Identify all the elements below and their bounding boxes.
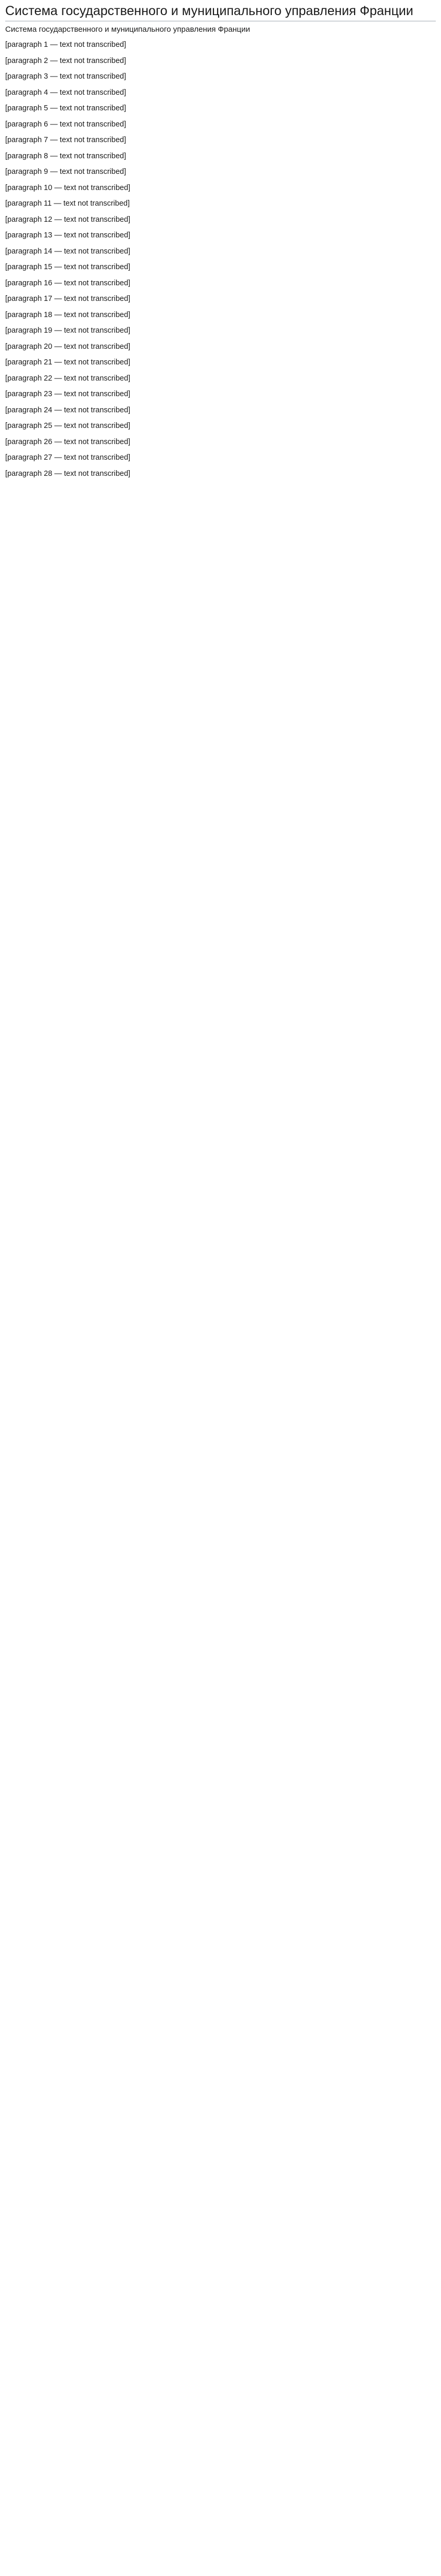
- paragraph: [paragraph 9 — text not transcribed]: [5, 168, 127, 176]
- paragraph: [paragraph 28 — text not transcribed]: [5, 469, 131, 478]
- paragraph: [paragraph 22 — text not transcribed]: [5, 374, 131, 383]
- paragraph: [paragraph 17 — text not transcribed]: [5, 295, 131, 303]
- paragraph: [paragraph 18 — text not transcribed]: [5, 310, 131, 319]
- paragraph: [paragraph 19 — text not transcribed]: [5, 326, 131, 335]
- paragraph: [paragraph 25 — text not transcribed]: [5, 422, 131, 430]
- paragraph: [paragraph 15 — text not transcribed]: [5, 263, 131, 271]
- paragraph: [paragraph 12 — text not transcribed]: [5, 215, 131, 224]
- paragraph: [paragraph 20 — text not transcribed]: [5, 342, 131, 351]
- paragraph: [paragraph 16 — text not transcribed]: [5, 279, 131, 287]
- paragraph: [paragraph 26 — text not transcribed]: [5, 437, 131, 446]
- paragraph: [paragraph 23 — text not transcribed]: [5, 390, 131, 398]
- paragraph: [paragraph 11 — text not transcribed]: [5, 199, 130, 208]
- paragraph: [paragraph 5 — text not transcribed]: [5, 104, 127, 112]
- paragraph: [paragraph 2 — text not transcribed]: [5, 56, 127, 65]
- article-body: [5, 40, 436, 478]
- paragraph: [paragraph 24 — text not transcribed]: [5, 406, 131, 414]
- paragraph: [paragraph 4 — text not transcribed]: [5, 88, 127, 97]
- paragraph: [paragraph 7 — text not transcribed]: [5, 136, 127, 144]
- paragraph: [paragraph 1 — text not transcribed]: [5, 41, 127, 49]
- document-page: [0, 0, 441, 506]
- paragraph: [paragraph 10 — text not transcribed]: [5, 183, 131, 192]
- paragraph: [paragraph 6 — text not transcribed]: [5, 120, 127, 129]
- page-title: Система государственного и муниципального управления Франции: [5, 3, 436, 21]
- paragraph: [paragraph 13 — text not transcribed]: [5, 231, 131, 239]
- paragraph: [paragraph 8 — text not transcribed]: [5, 151, 127, 160]
- paragraph: [paragraph 14 — text not transcribed]: [5, 247, 131, 256]
- paragraph: [paragraph 21 — text not transcribed]: [5, 358, 131, 367]
- page-subtitle: Система государственного и муниципального управления Франции: [5, 25, 250, 34]
- paragraph: [paragraph 3 — text not transcribed]: [5, 72, 127, 81]
- paragraph: [paragraph 27 — text not transcribed]: [5, 453, 131, 462]
